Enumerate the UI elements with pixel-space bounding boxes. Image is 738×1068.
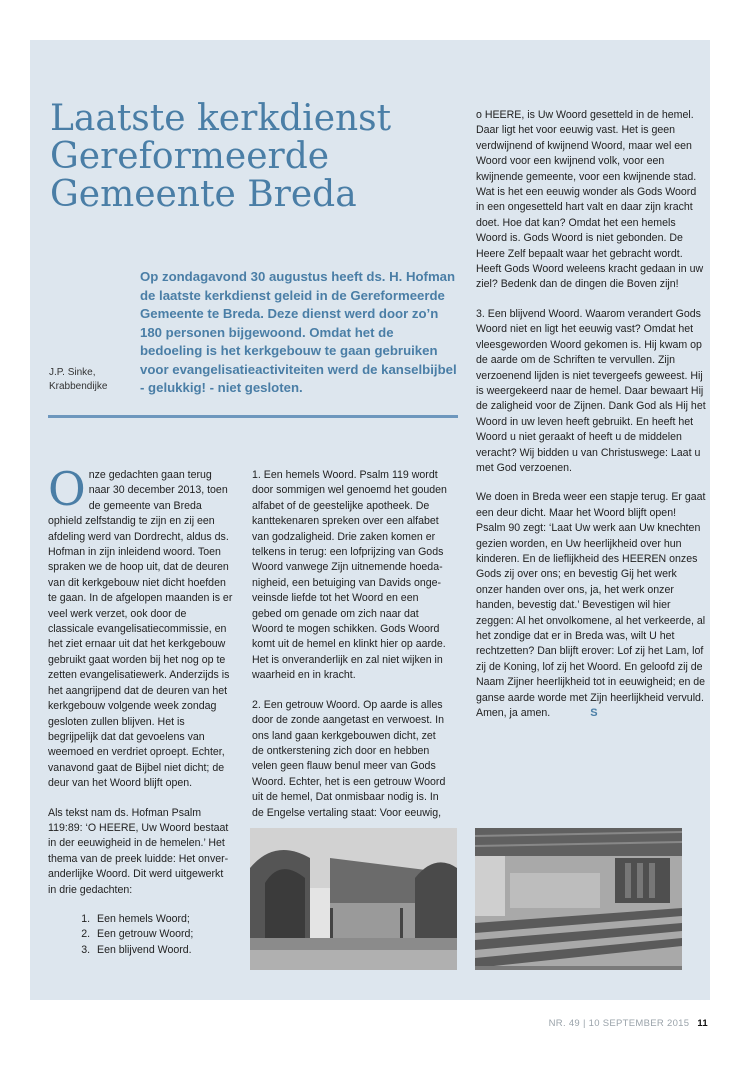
section-divider: [48, 415, 458, 418]
body-paragraph: 2. Een getrouw Woord. Op aarde is alles door de zonde aangetast en verwoest. In ons land gaan kerkgebouwen dicht, zet de ontkerstening zich door en hebben velen geen flauw benul meer van Gods Woord. Echter, het is een getrouw Woord uit de hemel, Dat onmisbaar nodig is. In de Engelse vertaling staat: Voor eeuwig,: [252, 698, 446, 819]
list-item: 2. Een getrouw Woord;: [93, 927, 233, 942]
drop-cap: O: [48, 462, 86, 516]
body-paragraph: We doen in Breda weer een stapje terug. Er gaat een deur dicht. Maar het Woord blijft open! Psalm 90 zegt: ‘Laat Uw werk aan Uw knechten gezien worden, en Uw heerlijkheid over hun kinderen. En de lieflijkheid des HEEREN onzes Gods zij over ons; en bevestig Gij het werk onzer handen over ons, ja, het werk onzer handen, bevestig dat.’ Bevestigen wil hier zeggen: Al het onvolkomene, al het verkeerde, al het zondige dat er in Breda was, wilt U het rechtzetten? Dan blijft erover: Lof zij het Lam, lof zij de Koning, lof zij het Woord. En geloofd zij de Naam Zijner heerlijkheid tot in eeuwigheid; en de ganse aarde worde met Zijn heerlijkheid vervuld. Amen, ja amen. S: [476, 490, 706, 721]
body-paragraph: Onze gedachten gaan terug naar 30 december 2013, toen de gemeente van Breda ophield zelfstandig te zijn en zij een afdeling werd van Dordrecht, aldus ds. Hofman in zijn inleidend woord. Toen spraken we de hoop uit, dat de deuren van dit kerkgebouw niet dicht hoefden te gaan. In de afgelopen maanden is er veel werk verzet, ook door de classicale evangelisatiecommissie, en het ziet ernaar uit dat het kerkgebouw gebruikt gaat worden bij het nog op te zetten evangelisatiewerk. Anderzijds is het aangrijpend dat de deuren van het kerkgebouw volgende week zondag gesloten zullen blijven. Het is begrijpelijk dat dat gevoelens van weemoed en verdriet oproept. Echter, vanavond gaat de Bijbel niet dicht; de deur van het Woord blijft open.: [48, 462, 233, 790]
church-exterior-photo: [250, 828, 457, 970]
church-interior-photo: [475, 828, 682, 970]
body-paragraph: Als tekst nam ds. Hofman Psalm 119:89: ‘O HEERE, Uw Woord bestaat in der eeuwigheid in de hemelen.’ Het thema van de preek luidde: Het onveranderlijke Woord. Dit werd uitgewerkt in drie gedachten:: [48, 806, 229, 896]
article-title: [50, 100, 470, 214]
column-1: [48, 462, 233, 972]
title-line: Gemeente Breda: [50, 174, 357, 215]
page-number: 11: [697, 1018, 708, 1029]
author-name: J.P. Sinke,: [49, 367, 96, 378]
body-paragraph: 3. Een blijvend Woord. Waarom verandert Gods Woord niet en ligt het eeuwig vast? Omdat het vleesgeworden Woord gekomen is. Hij kwam op de aarde om de Schriften te vervullen. Zijn verzoenend lijden is niet tevergeefs geweest. Hij is weergekeerd naar de hemel. Daar bewaart Hij de zaligheid voor de Zijnen. Dank God als Hij het Woord in uw leven heeft gebruikt. En heeft het Woord u niet geraakt of heeft u de middelen veracht? Wij bidden u van Christuswege: Laat u met God verzoenen.: [476, 307, 706, 474]
intro-paragraph: Op zondagavond 30 augustus heeft ds. H. Hofman de laatste kerkdienst geleid in de Gereformeerde Gemeente te Breda. Deze dienst werd door zo’n 180 personen bijgewoond. Omdat het de bedoeling is het kerkgebouw te gaan gebruiken voor evangelisatieactiviteiten werd de kanselbijbel - gelukkig! - niet gesloten.: [140, 269, 457, 395]
body-paragraph: o HEERE, is Uw Woord gesetteld in de hemel. Daar ligt het voor eeuwig vast. Het is geen verdwijnend of kwijnend Woord, maar wel een Woord voor een kwijnend volk, voor een kwijnende gemeente, voor een kwijnende stad. Wat is het een eeuwig wonder als Gods Woord in een ongesetteld hart valt en daar zijn kracht doet. Hoe dat kan? Omdat het een hemels Woord is. Gods Woord is niet gebonden. De Heere Zelf bepaalt waar het gebracht wordt. Heeft Gods Woord weleens kracht gedaan in uw ziel? Bedenk dan de dingen die Boven zijn!: [476, 109, 704, 291]
column-2: [252, 468, 450, 835]
sermon-points-list: [48, 912, 233, 958]
column-3: [476, 108, 706, 735]
list-item: 3. Een blijvend Woord.: [93, 943, 233, 958]
title-line: Laatste kerkdienst: [50, 98, 392, 139]
body-paragraph: 1. Een hemels Woord. Psalm 119 wordt door sommigen wel genoemd het gouden alfabet of de geestelijke apotheek. De kanttekenaren spreken over een alfabet van godzaligheid. Drie zaken komen er telkens in terug: een lofprijzing van Gods Woord vanwege Zijn uitnemende hoedanigheid, een betuiging van Davids ongeveinsde liefde tot het Woord en een gebed om genade om zich naar dat Woord te mogen schikken. Gods Woord komt uit de hemel en klinkt hier op aarde. Het is onveranderlijk en zal niet wijken in waarheid en in kracht.: [252, 469, 447, 682]
list-item: 1. Een hemels Woord;: [93, 912, 233, 927]
author-place: Krabbendijke: [49, 381, 108, 392]
author-byline: [49, 366, 129, 394]
issue-info: NR. 49 | 10 SEPTEMBER 2015: [548, 1018, 690, 1029]
title-line: Gereformeerde: [50, 136, 330, 177]
page-footer: [549, 1018, 708, 1029]
end-mark-icon: S: [590, 707, 598, 720]
